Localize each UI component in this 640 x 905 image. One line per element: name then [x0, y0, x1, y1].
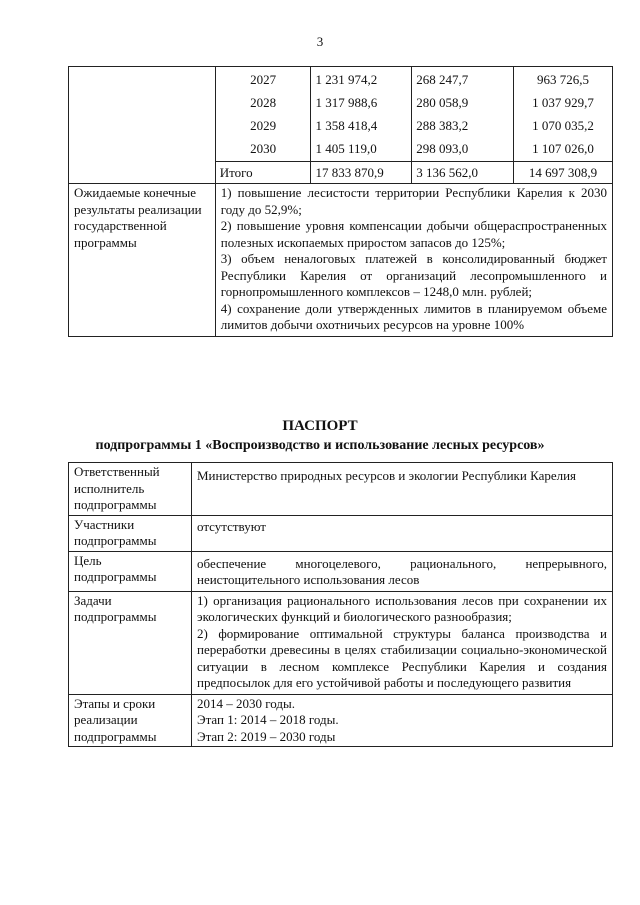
expected-results-content: [215, 184, 612, 337]
result-item: 2) повышение уровня компенсации добычи общераспространенных полезных ископаемых приростом запасов до 125%;: [220, 218, 607, 250]
passport-row: [69, 591, 613, 694]
passport-line: Этап 2: 2019 – 2030 годы: [197, 728, 336, 744]
total-funding-column: [311, 67, 412, 162]
result-item: 1) повышение лесистости территории Республики Карелия к 2030 году до 52,9%;: [220, 185, 607, 217]
value-cell: 280 058,9: [416, 95, 469, 110]
passport-value: [192, 463, 613, 516]
passport-label: Этапы и сроки реализации подпрограммы: [69, 694, 192, 747]
regional-funding-column: [514, 67, 613, 162]
passport-label: Ответственный исполнитель подпрограммы: [69, 463, 192, 516]
value-cell: 1 231 974,2: [315, 72, 378, 87]
value-cell: 1 107 026,0: [532, 141, 594, 156]
result-item: 4) сохранение доли утвержденных лимитов в планируемом объеме лимитов добычи охотничьих ресурсов на уровне 100%: [220, 300, 607, 332]
passport-line: Этап 1: 2014 – 2018 годы.: [197, 712, 339, 727]
passport-table: [68, 462, 613, 747]
passport-title: ПАСПОРТ: [282, 418, 358, 434]
value-cell: 298 093,0: [416, 141, 469, 156]
value-cell: 1 070 035,2: [532, 118, 594, 133]
year-cell: 2030: [250, 141, 277, 156]
value-cell: 1 037 929,7: [532, 95, 594, 110]
finance-empty-cell: [69, 67, 216, 184]
passport-line: Министерство природных ресурсов и экологии Республики Карелия: [197, 468, 577, 483]
passport-line: 2) формирование оптимальной структуры баланса производства и переработки древесины в целях стабилизации социально-экономической ситуации в лесном комплексе Республики Карелия и создания предпосылок для его устойчивой работы и последующего развития: [197, 625, 607, 690]
finance-years-row: [69, 67, 613, 162]
passport-line: 1) организация рационального использования лесов при сохранении их экологических функций и биологического разнообразия;: [197, 592, 607, 624]
value-cell: 963 726,5: [537, 72, 590, 87]
passport-value: [192, 694, 613, 747]
federal-funding-column: [412, 67, 514, 162]
passport-line: 2014 – 2030 годы.: [197, 695, 295, 711]
passport-row: [69, 515, 613, 551]
total-value: 3 136 562,0: [412, 162, 514, 184]
passport-value: [192, 591, 613, 694]
expected-results-label: Ожидаемые конечные результаты реализации государственной программы: [69, 184, 216, 337]
result-item: 3) объем неналоговых платежей в консолидированный бюджет Республики Карелия от организаций лесопромышленного и горнопромышленного комплексов – 1248,0 млн. рублей;: [220, 251, 607, 299]
value-cell: 1 317 988,6: [315, 95, 378, 110]
value-cell: 288 383,2: [416, 118, 469, 133]
total-value: 17 833 870,9: [311, 162, 412, 184]
finance-table: [68, 66, 613, 337]
passport-row: [69, 551, 613, 591]
total-label: Итого: [215, 162, 311, 184]
expected-results-row: [69, 184, 613, 337]
year-column: [215, 67, 311, 162]
passport-line: отсутствуют: [197, 518, 266, 534]
passport-subtitle: подпрограммы 1 «Воспроизводство и использование лесных ресурсов»: [95, 438, 545, 453]
passport-label: Цель подпрограммы: [69, 551, 192, 591]
passport-label: Задачи подпрограммы: [69, 591, 192, 694]
total-value: 14 697 308,9: [514, 162, 613, 184]
year-cell: 2028: [250, 95, 277, 110]
value-cell: 1 405 119,0: [315, 141, 377, 156]
passport-value: [192, 515, 613, 551]
passport-line: обеспечение многоцелевого, рационального, непрерывного, неистощительного использования лесов: [197, 555, 607, 587]
year-cell: 2029: [250, 118, 277, 133]
passport-label: Участники подпрограммы: [69, 515, 192, 551]
page-number: 3: [316, 34, 324, 49]
value-cell: 268 247,7: [416, 72, 469, 87]
passport-row: [69, 694, 613, 747]
value-cell: 1 358 418,4: [315, 118, 378, 133]
year-cell: 2027: [250, 72, 277, 87]
passport-value: [192, 551, 613, 591]
passport-row: [69, 463, 613, 516]
